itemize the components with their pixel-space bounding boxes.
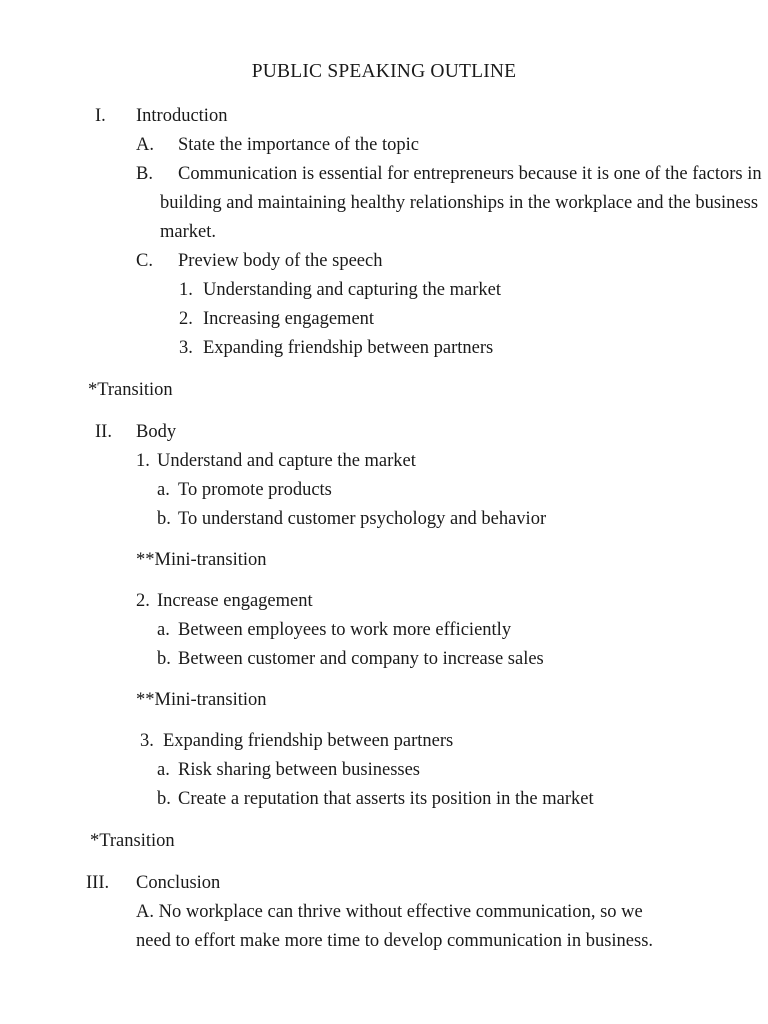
outline-item-body bbox=[0, 418, 768, 447]
outline-marker: b. bbox=[157, 649, 171, 669]
spacer bbox=[0, 575, 768, 587]
outline-item-body-2 bbox=[0, 587, 768, 616]
outline-text: Understand and capture the market bbox=[157, 451, 416, 471]
outline-marker: a. bbox=[157, 760, 170, 780]
outline-marker: A. bbox=[136, 135, 154, 155]
outline-marker: a. bbox=[157, 620, 170, 640]
spacer bbox=[0, 814, 768, 827]
outline-item-body-3a bbox=[0, 756, 768, 785]
outline-text: Introduction bbox=[136, 106, 228, 126]
outline-text: Increasing engagement bbox=[203, 309, 375, 329]
outline-text: Body bbox=[136, 422, 177, 442]
spacer bbox=[0, 674, 768, 686]
spacer bbox=[0, 856, 768, 869]
outline-item-body-2b bbox=[0, 645, 768, 674]
spacer bbox=[0, 715, 768, 727]
outline-text: Expanding friendship between partners bbox=[203, 338, 494, 358]
outline-item-intro-c1 bbox=[0, 276, 768, 305]
outline-marker: B. bbox=[136, 164, 153, 184]
outline-marker: 2. bbox=[136, 591, 150, 611]
outline-item-conclusion bbox=[0, 869, 768, 898]
transition-note-1: *Transition bbox=[88, 380, 173, 400]
outline-body bbox=[0, 102, 768, 956]
outline-text: To understand customer psychology and behavior bbox=[178, 509, 547, 529]
conclusion-paragraph: A. No workplace can thrive without effective communication, so we need to effort make more time to develop communication in business. bbox=[136, 902, 654, 951]
outline-item-body-1 bbox=[0, 447, 768, 476]
outline-marker: b. bbox=[157, 789, 171, 809]
outline-item-body-1a bbox=[0, 476, 768, 505]
outline-marker: 2. bbox=[179, 309, 193, 329]
outline-marker: 3. bbox=[140, 731, 154, 751]
outline-text: To promote products bbox=[178, 480, 332, 500]
outline-item-intro-c2 bbox=[0, 305, 768, 334]
outline-marker: III. bbox=[86, 873, 110, 893]
mini-transition-note-1: **Mini-transition bbox=[136, 550, 267, 570]
outline-text: State the importance of the topic bbox=[178, 135, 419, 155]
outline-item-body-3b bbox=[0, 785, 768, 814]
outline-marker: C. bbox=[136, 251, 153, 271]
outline-marker: a. bbox=[157, 480, 170, 500]
outline-marker: I. bbox=[95, 106, 106, 126]
outline-item-body-2a bbox=[0, 616, 768, 645]
outline-text: Expanding friendship between partners bbox=[163, 731, 454, 751]
outline-text: Between customer and company to increase sales bbox=[178, 649, 544, 669]
outline-marker: 1. bbox=[179, 280, 193, 300]
outline-marker: 1. bbox=[136, 451, 150, 471]
outline-text: Understanding and capturing the market bbox=[203, 280, 501, 300]
spacer bbox=[0, 534, 768, 546]
transition-note-2: *Transition bbox=[90, 831, 175, 851]
outline-text: Risk sharing between businesses bbox=[178, 760, 421, 780]
page-title: PUBLIC SPEAKING OUTLINE bbox=[251, 61, 517, 82]
outline-text: Preview body of the speech bbox=[178, 251, 383, 271]
outline-marker: 3. bbox=[179, 338, 193, 358]
outline-marker: b. bbox=[157, 509, 171, 529]
outline-item-intro-c3 bbox=[0, 334, 768, 363]
outline-text: Increase engagement bbox=[157, 591, 313, 611]
outline-text: Communication is essential for entrepreneurs because it is one of the factors in building and maintaining healthy relationships in the workplace and the business market. bbox=[160, 164, 767, 242]
outline-item-intro-a bbox=[0, 131, 768, 160]
outline-item-body-3 bbox=[0, 727, 768, 756]
outline-item-intro-c bbox=[0, 247, 768, 276]
outline-text: Between employees to work more efficiently bbox=[178, 620, 512, 640]
spacer bbox=[0, 363, 768, 376]
outline-item-introduction bbox=[0, 102, 768, 131]
outline-text: Create a reputation that asserts its position in the market bbox=[178, 789, 594, 809]
mini-transition-note-2: **Mini-transition bbox=[136, 690, 267, 710]
outline-item-body-1b bbox=[0, 505, 768, 534]
outline-marker: II. bbox=[95, 422, 112, 442]
outline-text: Conclusion bbox=[136, 873, 221, 893]
spacer bbox=[0, 405, 768, 418]
outline-item-intro-b bbox=[0, 160, 768, 247]
